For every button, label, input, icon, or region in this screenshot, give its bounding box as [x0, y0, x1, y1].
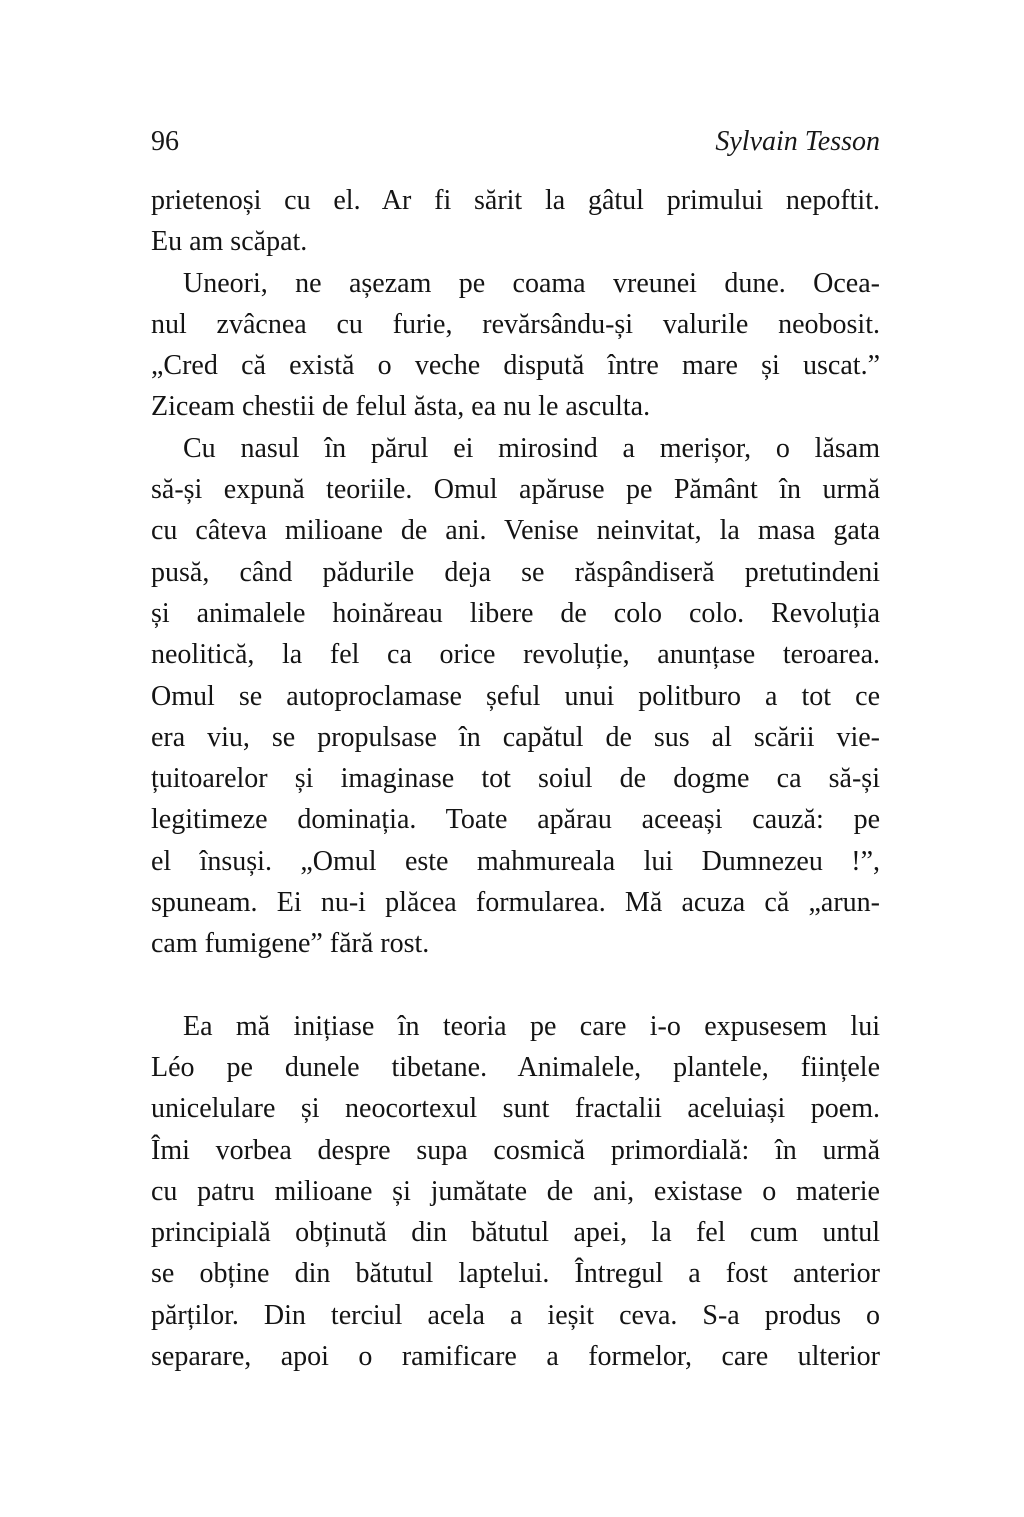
- body-text: [151, 180, 880, 1377]
- text-line: era viu, se propulsase în capătul de sus al scării vie-: [151, 721, 880, 753]
- text-line: spuneam. Ei nu-i plăcea formularea. Mă acuza că „arun-: [151, 887, 880, 919]
- text-line: el însuși. „Omul este mahmureala lui Dumnezeu !”,: [151, 845, 880, 877]
- text-line: cu patru milioane și jumătate de ani, existase o materie: [151, 1175, 880, 1207]
- text-line: se obține din bătutul laptelui. Întregul a fost anterior: [151, 1258, 880, 1290]
- text-line: neolitică, la fel ca orice revoluție, anunțase teroarea.: [151, 639, 880, 671]
- author-running-header: Sylvain Tesson: [715, 126, 880, 157]
- paragraph: [151, 428, 880, 965]
- text-column: [151, 126, 880, 1377]
- page-number: 96: [151, 126, 179, 157]
- text-line: Uneori, ne așezam pe coama vreunei dune. Ocea-: [183, 267, 880, 299]
- running-head: [151, 126, 880, 158]
- text-line: țuitoarelor și imaginase tot soiul de dogme ca să-și: [151, 763, 880, 795]
- text-line: pusă, când pădurile deja se răspândiseră pretutindeni: [151, 556, 880, 588]
- text-line: „Cred că există o veche dispută între mare și uscat.”: [151, 350, 880, 382]
- text-line: nul zvâcnea cu furie, revărsându-și valurile neobosit.: [151, 308, 880, 340]
- text-line: Ea mă inițiase în teoria pe care i-o expusesem lui: [183, 1010, 880, 1042]
- text-line: principială obținută din bătutul apei, la fel cum untul: [151, 1217, 880, 1249]
- text-line: Léo pe dunele tibetane. Animalele, plantele, ființele: [151, 1051, 880, 1083]
- text-line: Eu am scăpat.: [151, 226, 308, 258]
- text-line: părților. Din terciul acela a ieșit ceva. S-a produs o: [151, 1299, 880, 1331]
- text-line: separare, apoi o ramificare a formelor, care ulterior: [151, 1341, 880, 1373]
- text-line: Cu nasul în părul ei mirosind a merișor, o lăsam: [183, 432, 880, 464]
- text-line: Ziceam chestii de felul ăsta, ea nu le asculta.: [151, 391, 651, 423]
- paragraph: [151, 180, 880, 263]
- paragraph: [151, 263, 880, 428]
- text-line: să-și expună teoriile. Omul apăruse pe Pământ în urmă: [151, 474, 880, 506]
- text-line: unicelulare și neocortexul sunt fractalii aceluiași poem.: [151, 1093, 880, 1125]
- text-line: legitimeze dominația. Toate apărau aceeași cauză: pe: [151, 804, 880, 836]
- text-line: cu câteva milioane de ani. Venise neinvitat, la masa gata: [151, 515, 880, 547]
- text-line: cam fumigene” fără rost.: [151, 928, 430, 960]
- text-line: Îmi vorbea despre supa cosmică primordială: în urmă: [151, 1134, 880, 1166]
- text-line: și animalele hoinăreau libere de colo colo. Revoluția: [151, 597, 880, 629]
- paragraph: [151, 1006, 880, 1378]
- text-line: Omul se autoproclamase șeful unui politburo a tot ce: [151, 680, 880, 712]
- text-line: prietenoși cu el. Ar fi sărit la gâtul primului nepoftit.: [151, 185, 880, 216]
